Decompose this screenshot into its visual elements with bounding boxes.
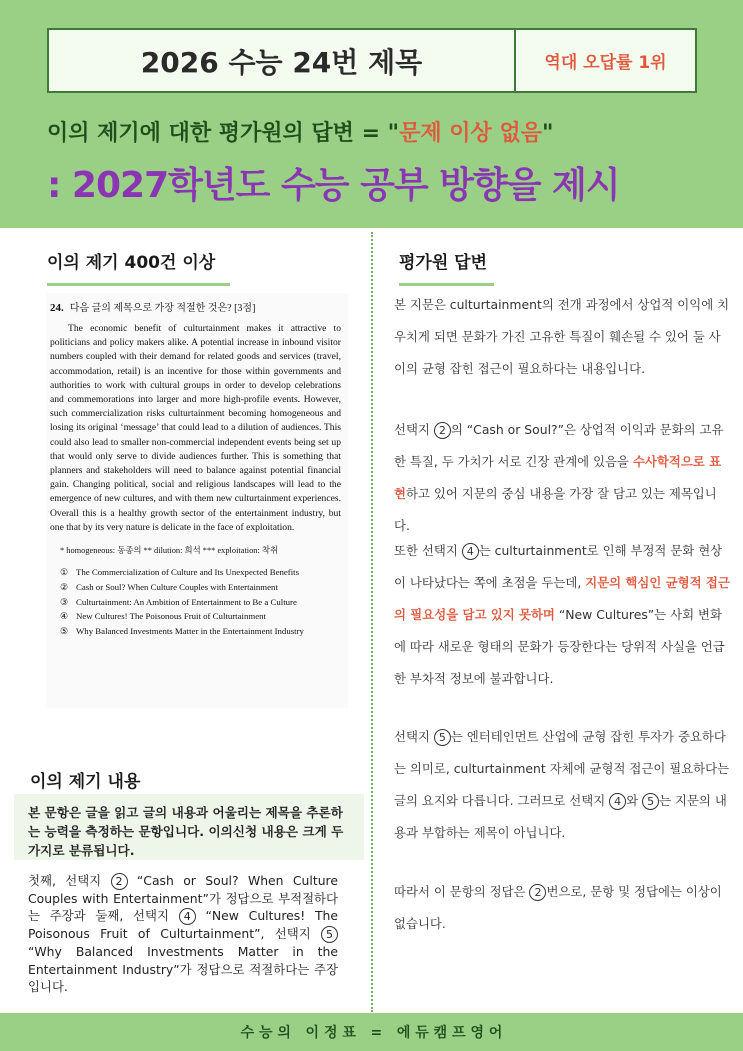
response-paragraph-5: 따라서 이 문항의 정답은 2 번으로, 문항 및 정답에는 이상이 없습니다.: [394, 884, 722, 931]
footer-banner: [0, 1013, 743, 1051]
claim-summary: 본 문항은 글을 읽고 글의 내용과 어울리는 제목을 추론하는 능력을 측정하는 문항입니다. 이의신청 내용은 크게 두 가지로 분류됩니다.: [14, 794, 364, 860]
answer-option: ③ Culturtainment: An Ambition of Entertainment to Be a Culture: [60, 596, 297, 607]
highlight-text: 수사학적으로 표현: [394, 454, 722, 501]
response-paragraph-3: 또한 선택지 4 는 culturtainment로 인해 부정적 문화 현상이 나타났다는 쪽에 초점을 두는데, 지문의 핵심인 균형적 접근의 필요성을 담고 있지 못하며 “New Cultures”는 사회 변화에 따라 새로운 형태의 문화가 등장한다는 당위적 사실을 언급한 부차적 정보에 불과합니다.: [394, 543, 730, 686]
answer-option: ② Cash or Soul? When Culture Couples with Entertainment: [60, 581, 278, 592]
header-banner: [0, 0, 743, 228]
headline-response: [47, 116, 553, 147]
response-paragraph-1: 본 지문은 culturtainment의 전개 과정에서 상업적 이익에 치우치게 되면 문화가 가진 고유한 특질이 훼손될 수 있어 둘 사이의 균형 잡힌 접근이 필요하다는 내용입니다.: [394, 297, 730, 376]
circle-number-5: 5: [321, 926, 338, 943]
footer-text: 수 능 의 이 정 표 = 에 듀 캠 프 영 어: [240, 1025, 503, 1041]
page-title: 2026 수능 24번 제목: [49, 30, 516, 91]
question-prompt: 다음 글의 제목으로 가장 적절한 것은? [3점]: [69, 303, 256, 314]
question-number: 24.: [50, 302, 64, 314]
section-title-objections: 이의 제기 400건 이상: [47, 248, 230, 286]
headline-highlight: 문제 이상 없음: [399, 121, 542, 146]
headline-suffix: ": [541, 121, 554, 146]
circle-number-2: 2: [529, 884, 546, 901]
answer-option: ① The Commercialization of Culture and Its Unexpected Benefits: [60, 567, 300, 578]
circle-number-2: 2: [111, 873, 128, 890]
circle-number-5: 5: [434, 729, 451, 746]
section-title-response: 평가원 답변: [399, 248, 494, 286]
response-paragraph-4: 선택지 5 는 엔터테인먼트 산업에 균형 잡힌 투자가 중요하다는 의미로, culturtainment 자체에 균형적 접근이 필요하다는 글의 요지와 다릅니다. 그러므로 선택지 4 와 5 는 지문의 내용과 부합하는 제목이 아닙니다.: [394, 729, 730, 840]
headline-prefix: 이의 제기에 대한 평가원의 답변 = ": [47, 121, 400, 146]
circle-number-4: 4: [462, 543, 479, 560]
highlight-text: 지문의 핵심인 균형적 접근의 필요성을 담고 있지 못하며: [394, 575, 730, 622]
circle-number-2: 2: [434, 422, 451, 439]
exam-question-image: [46, 293, 348, 708]
title-box: [47, 28, 697, 93]
question-header: [50, 299, 344, 314]
circle-number-5: 5: [642, 793, 659, 810]
response-paragraph-2: 선택지 2 의 “Cash or Soul?”은 상업적 이익과 문화의 고유한 특질, 두 가치가 서로 긴장 관계에 있음을 수사학적으로 표현하고 있어 지문의 중심 내용을 가장 잘 담고 있는 제목입니다.: [394, 422, 724, 533]
question-passage: The economic benefit of culturtainment makes it attractive to politicians and policy makers alike. A potential increase in inbound visitor numbers coupled with their demand for related goods and services (travel, accommodation, retail) is an incentive for those within governments and authorities to work with cultural groups in order to develop celebrations and commemorations into larger and more high-profile events. However, such commercialization risks culturtainment becoming homogeneous and losing its original ‘message’ that could lead to a dilution of audiences. This could also lead to smaller non-commercial independent events being set up that would only serve to divide audiences further. This is something that planners and stakeholders will need to balance against potential financial gain. Changing political, social and religious landscapes will lead to the emergence of new cultures, and with them new culturtainment experiences. Overall this is a healthy growth sector of the entertainment industry, but one that by its very nature is delicate in the face of exploitation.: [50, 323, 341, 533]
answer-option: ⑤ Why Balanced Investments Matter in the Entertainment Industry: [60, 626, 304, 637]
circle-number-4: 4: [179, 908, 196, 925]
section-title-claims: 이의 제기 내용: [30, 772, 141, 792]
title-tag: 역대 오답률 1위: [544, 53, 667, 73]
circle-number-4: 4: [609, 793, 626, 810]
claim-detail: 첫째, 선택지 2 “Cash or Soul? When Culture Couples with Entertainment”가 정답으로 부적절하다는 주장과 둘째, 선택지 4 “New Cultures! The Poisonous Fruit of Culturtainment”, 선택지 5 “Why Balanced Investments Matter in the Entertainment Industry”가 정답으로 적절하다는 주장입니다.: [28, 873, 338, 995]
answer-option: ④ New Cultures! The Poisonous Fruit of Culturtainment: [60, 611, 266, 622]
column-divider: [371, 232, 373, 1012]
headline-direction: : 2027학년도 수능 공부 방향을 제시: [47, 165, 620, 206]
question-glossary: * homogeneous: 동종의 ** dilution: 희석 *** exploitation: 착취: [60, 546, 279, 556]
answer-options: [50, 565, 344, 639]
